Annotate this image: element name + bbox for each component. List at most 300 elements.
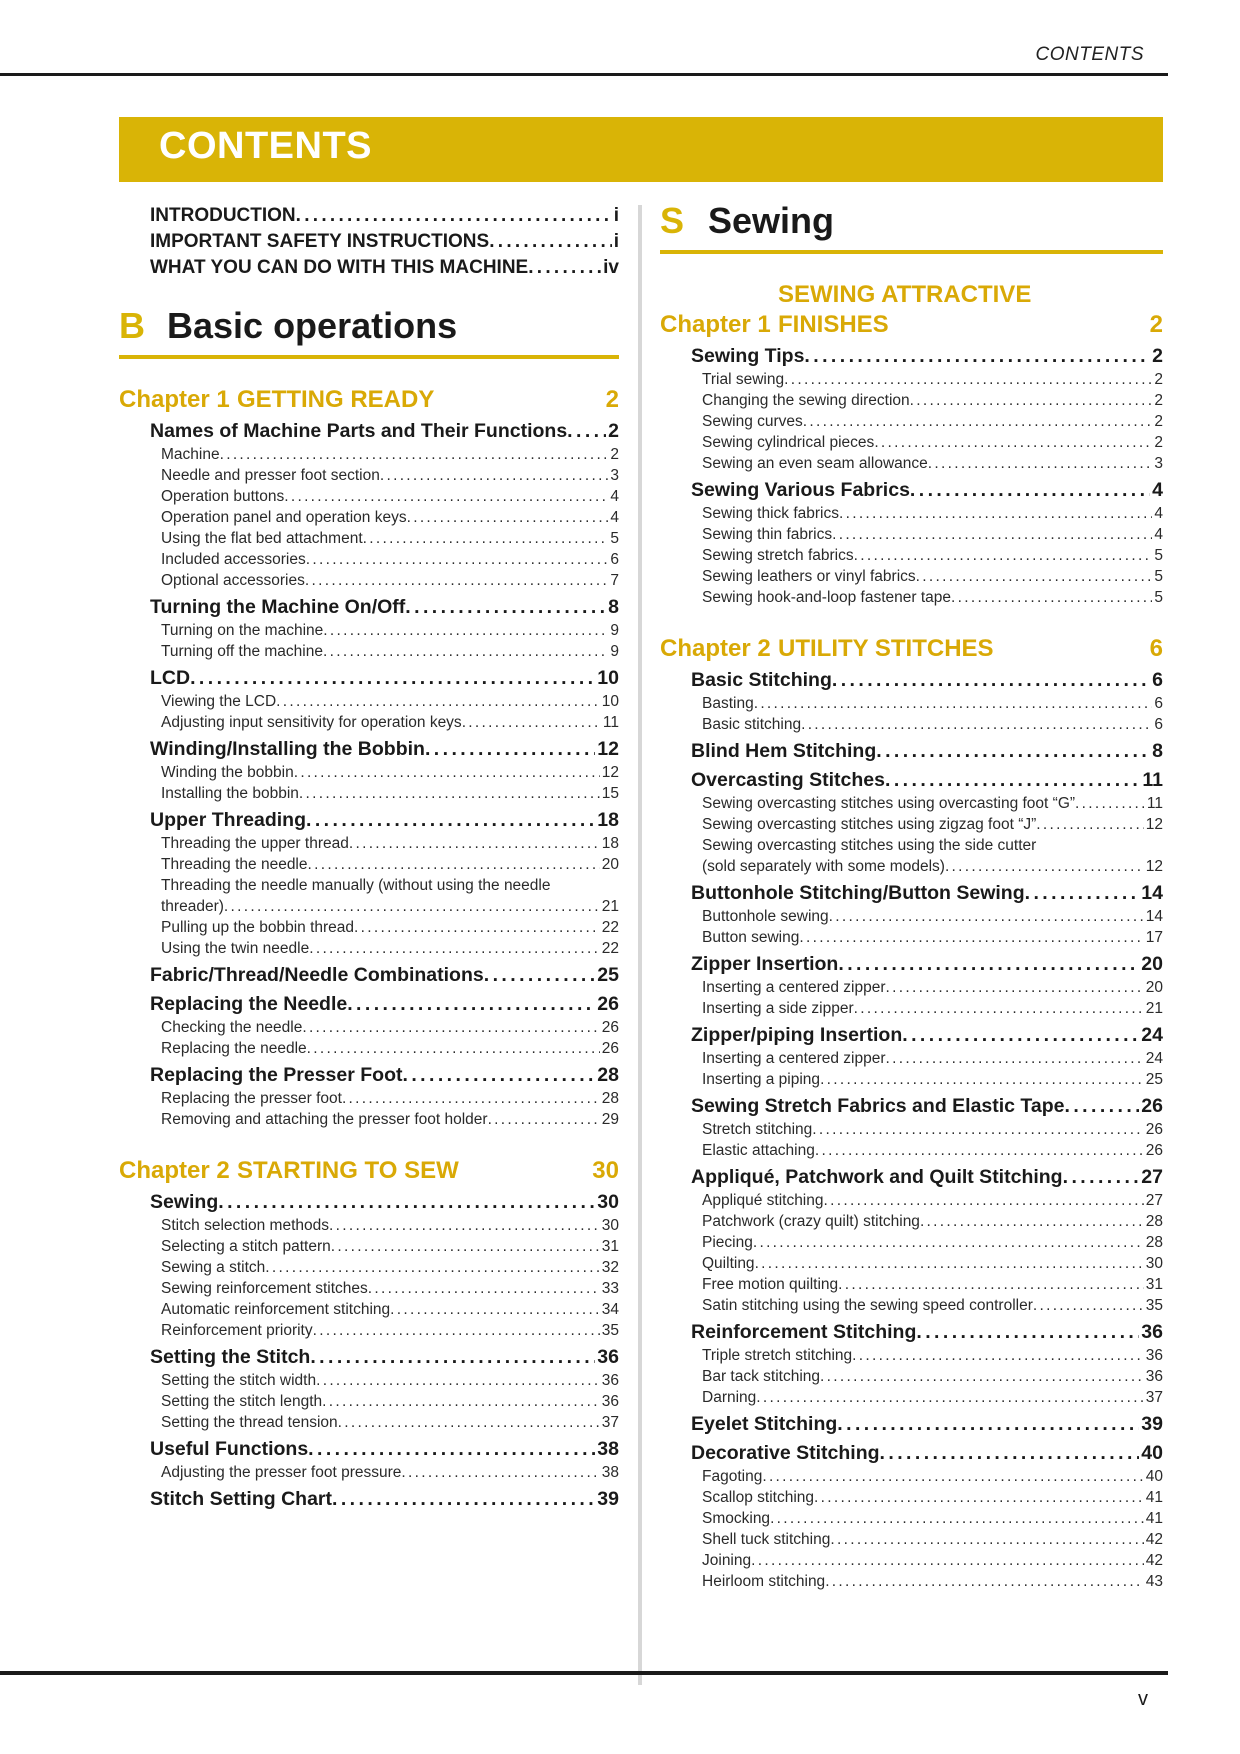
leader-dots (876, 738, 1150, 764)
toc-section[interactable] (119, 665, 619, 691)
toc-item[interactable] (660, 432, 1163, 453)
toc-item-label: Patchwork (crazy quilt) stitching (702, 1213, 920, 1230)
toc-item[interactable] (119, 938, 619, 959)
toc-item-label: Sewing an even seam allowance (702, 455, 928, 472)
leader-dots (815, 1140, 1144, 1161)
toc-item-label: Checking the needle (161, 1019, 303, 1036)
toc-item[interactable] (660, 906, 1163, 927)
toc-item-page: 40 (1145, 1468, 1163, 1485)
toc-section-page: 11 (1142, 769, 1163, 791)
leader-dots (218, 1189, 595, 1215)
toc-item[interactable] (660, 503, 1163, 524)
toc-item[interactable] (660, 566, 1163, 587)
toc-item-page: 30 (1145, 1255, 1163, 1272)
toc-item[interactable] (119, 507, 619, 528)
toc-item-label: Winding the bobbin (161, 764, 294, 781)
toc-section-page: 6 (1152, 669, 1163, 691)
toc-item[interactable] (660, 1345, 1163, 1366)
toc-item-page: 36 (601, 1393, 619, 1410)
toc-item[interactable] (119, 712, 619, 733)
leader-dots (310, 1344, 595, 1370)
toc-item-page: 22 (601, 940, 619, 957)
toc-item[interactable] (660, 545, 1163, 566)
leader-dots (838, 951, 1139, 977)
toc-item[interactable] (660, 1466, 1163, 1487)
leader-dots (567, 418, 606, 444)
leader-dots (830, 1529, 1143, 1550)
toc-section-page: 8 (1152, 740, 1163, 762)
toc-item-page: 21 (1145, 1000, 1163, 1017)
toc-section-label: Replacing the Presser Foot (150, 1064, 403, 1086)
toc-item-label: Inserting a centered zipper (702, 1050, 886, 1067)
toc-section[interactable] (660, 951, 1163, 977)
toc-item-page: 2 (610, 446, 619, 463)
toc-section[interactable] (660, 667, 1163, 693)
toc-item-label: Bar tack stitching (702, 1368, 821, 1385)
toc-item-label: Included accessories (161, 551, 306, 568)
toc-item[interactable] (660, 793, 1163, 814)
toc-section[interactable] (660, 1164, 1163, 1190)
leader-dots (755, 1253, 1144, 1274)
toc-item-page: 4 (610, 488, 619, 505)
toc-item-label: Needle and presser foot section (161, 467, 380, 484)
bottom-rule (0, 1671, 1168, 1675)
toc-item-label: Smocking (702, 1510, 771, 1527)
toc-section-label: Sewing Various Fabrics (691, 479, 910, 501)
toc-section-label: Useful Functions (150, 1438, 309, 1460)
toc-section-label: Eyelet Stitching (691, 1413, 838, 1435)
toc-section-label: Stitch Setting Chart (150, 1488, 333, 1510)
toc-item-label: Operation buttons (161, 488, 285, 505)
leader-dots (1065, 1093, 1140, 1119)
toc-item-page: 3 (1154, 455, 1163, 472)
toc-section-label: Appliqué, Patchwork and Quilt Stitching (691, 1166, 1063, 1188)
leader-dots (874, 432, 1152, 453)
toc-item[interactable] (119, 641, 619, 662)
leader-dots (916, 566, 1153, 587)
toc-section-page: 2 (1152, 345, 1163, 367)
toc-item-label: Sewing overcasting stitches using overcasting foot “G” (702, 795, 1076, 812)
toc-item[interactable] (119, 762, 619, 783)
toc-item-label-cont: (sold separately with some models) (702, 858, 945, 875)
toc-item-label: Joining (702, 1552, 752, 1569)
toc-item-label: Quilting (702, 1255, 755, 1272)
leader-dots (910, 390, 1153, 411)
leader-dots (1025, 880, 1140, 906)
toc-section[interactable] (660, 1319, 1163, 1345)
toc-item[interactable] (660, 1211, 1163, 1232)
toc-item-page: 2 (1154, 371, 1163, 388)
toc-item-label: Stitch selection methods (161, 1217, 330, 1234)
toc-item-label: Operation panel and operation keys (161, 509, 407, 526)
toc-item[interactable] (119, 486, 619, 507)
toc-section-page: 30 (597, 1191, 619, 1213)
toc-section-page: 25 (597, 964, 619, 986)
leader-dots (814, 1487, 1144, 1508)
toc-item-page: 34 (601, 1301, 619, 1318)
toc-item-page: 9 (610, 643, 619, 660)
toc-item-label: Sewing curves (702, 413, 803, 430)
toc-section-page: 28 (597, 1064, 619, 1086)
toc-item-page: 20 (601, 856, 619, 873)
toc-item[interactable] (119, 1088, 619, 1109)
toc-item-page: 5 (610, 530, 619, 547)
toc-item-page: 31 (601, 1238, 619, 1255)
toc-item[interactable] (119, 875, 619, 917)
toc-item[interactable] (119, 783, 619, 804)
part-s-title: Sewing (708, 200, 835, 241)
toc-item-page: 26 (1145, 1142, 1163, 1159)
toc-entry-intro[interactable] (119, 203, 619, 229)
toc-item[interactable] (660, 1487, 1163, 1508)
leader-dots (338, 1412, 600, 1433)
toc-item-page: 11 (602, 714, 619, 731)
part-b-title: Basic operations (167, 305, 458, 346)
toc-section-label: Sewing (150, 1191, 219, 1213)
leader-dots (820, 1366, 1144, 1387)
leader-dots (407, 507, 609, 528)
toc-item[interactable] (660, 1119, 1163, 1140)
toc-item[interactable] (660, 1274, 1163, 1295)
toc-item[interactable] (119, 570, 619, 591)
leader-dots (484, 962, 596, 988)
leader-dots (832, 667, 1150, 693)
toc-item[interactable] (660, 1550, 1163, 1571)
toc-item-label: Sewing overcasting stitches using the side cutter (702, 837, 1037, 854)
toc-item-label: Darning (702, 1389, 757, 1406)
leader-dots (1036, 814, 1143, 835)
toc-section-label: Zipper Insertion (691, 953, 839, 975)
contents-banner (119, 117, 1163, 182)
toc-item-label: Adjusting the presser foot pressure (161, 1464, 402, 1481)
toc-item[interactable] (119, 620, 619, 641)
toc-item-page: 12 (601, 764, 619, 781)
toc-item-page: 25 (1145, 1071, 1163, 1088)
toc-item-label: Triple stretch stitching (702, 1347, 853, 1364)
toc-item-label: Sewing thin fabrics (702, 526, 833, 543)
leader-dots (885, 767, 1140, 793)
toc-section-page: 40 (1141, 1442, 1163, 1464)
toc-item-label: Threading the needle manually (without using the needle (161, 877, 551, 894)
toc-section-label: Turning the Machine On/Off (150, 596, 406, 618)
leader-dots (368, 1278, 600, 1299)
toc-entry-intro[interactable] (119, 229, 619, 255)
toc-section[interactable] (660, 880, 1163, 906)
leader-dots (190, 665, 595, 691)
toc-item-page: 28 (601, 1090, 619, 1107)
toc-item[interactable] (660, 411, 1163, 432)
leader-dots (488, 1109, 600, 1130)
toc-item[interactable] (660, 1295, 1163, 1316)
toc-item-label: Inserting a piping (702, 1071, 821, 1088)
part-b-letter: B (119, 305, 145, 346)
toc-section[interactable] (119, 1344, 619, 1370)
toc-section-page: 8 (608, 596, 619, 618)
toc-item-page: 24 (1145, 1050, 1163, 1067)
toc-section[interactable] (660, 1440, 1163, 1466)
leader-dots (824, 1190, 1144, 1211)
toc-item-page: 28 (1145, 1234, 1163, 1251)
chapter-number: Chapter 2 (119, 1157, 230, 1184)
column-divider (638, 205, 642, 1685)
toc-item-label: Inserting a centered zipper (702, 979, 886, 996)
toc-item-page: 37 (601, 1414, 619, 1431)
running-head: CONTENTS (1035, 44, 1144, 65)
toc-section-page: 26 (597, 993, 619, 1015)
toc-item[interactable] (119, 1278, 619, 1299)
toc-item[interactable] (660, 1571, 1163, 1592)
chapter-heading[interactable] (660, 280, 1163, 340)
leader-dots (910, 477, 1150, 503)
toc-item[interactable] (660, 1508, 1163, 1529)
toc-section-label: Replacing the Needle (150, 993, 348, 1015)
page-number: v (1138, 1688, 1148, 1710)
chapter-number: Chapter 1 (119, 386, 230, 413)
leader-dots (832, 524, 1152, 545)
leader-dots (302, 1017, 599, 1038)
toc-item-label: Reinforcement priority (161, 1322, 313, 1339)
leader-dots (405, 594, 606, 620)
toc-section[interactable] (119, 1486, 619, 1512)
toc-item[interactable] (660, 927, 1163, 948)
toc-item-page: 26 (1145, 1121, 1163, 1138)
toc-item-label: Stretch stitching (702, 1121, 813, 1138)
toc-item-label: Setting the stitch length (161, 1393, 323, 1410)
toc-item[interactable] (660, 1069, 1163, 1090)
toc-item-label: Shell tuck stitching (702, 1531, 831, 1548)
toc-section-page: 39 (597, 1488, 619, 1510)
leader-dots (390, 1299, 600, 1320)
leader-dots (425, 736, 595, 762)
leader-dots (309, 938, 600, 959)
leader-dots (829, 906, 1144, 927)
toc-item-page: 15 (601, 785, 619, 802)
leader-dots (380, 465, 609, 486)
leader-dots (928, 453, 1153, 474)
toc-item[interactable] (119, 1412, 619, 1433)
toc-item[interactable] (119, 465, 619, 486)
leader-dots (342, 1088, 600, 1109)
leader-dots (528, 255, 601, 281)
toc-item-label: Setting the stitch width (161, 1372, 317, 1389)
toc-section[interactable] (119, 1189, 619, 1215)
toc-item-label: Satin stitching using the sewing speed controller (702, 1297, 1033, 1314)
leader-dots (489, 229, 612, 255)
toc-section[interactable] (119, 1062, 619, 1088)
toc-section[interactable] (660, 767, 1163, 793)
toc-item[interactable] (119, 1299, 619, 1320)
chapter-page: 6 (1149, 635, 1163, 662)
toc-item[interactable] (660, 835, 1163, 877)
toc-item-page: 42 (1145, 1531, 1163, 1548)
toc-item[interactable] (119, 1391, 619, 1412)
toc-item[interactable] (660, 814, 1163, 835)
toc-section[interactable] (660, 1093, 1163, 1119)
leader-dots (306, 549, 609, 570)
toc-section[interactable] (119, 991, 619, 1017)
toc-item-label: Sewing a stitch (161, 1259, 266, 1276)
toc-item-page: 43 (1145, 1573, 1163, 1590)
toc-item-page: 27 (1145, 1192, 1163, 1209)
toc-item[interactable] (660, 524, 1163, 545)
toc-section[interactable] (119, 807, 619, 833)
chapter-heading[interactable] (119, 1156, 619, 1186)
leader-dots (812, 1119, 1143, 1140)
chapter-title: GETTING READY (237, 386, 435, 413)
toc-item[interactable] (660, 587, 1163, 608)
toc-item-label: Heirloom stitching (702, 1573, 826, 1590)
toc-item[interactable] (660, 453, 1163, 474)
toc-section[interactable] (119, 962, 619, 988)
leader-dots (308, 854, 600, 875)
leader-dots (308, 1436, 595, 1462)
toc-item[interactable] (119, 528, 619, 549)
leader-dots (1063, 1164, 1140, 1190)
chapter-number: Chapter 1 (660, 311, 771, 338)
toc-item-label: Basic stitching (702, 716, 802, 733)
toc-entry-intro-label: INTRODUCTION (150, 205, 296, 226)
toc-item-label: Using the flat bed attachment (161, 530, 363, 547)
toc-section[interactable] (660, 343, 1163, 369)
toc-item[interactable] (660, 1232, 1163, 1253)
part-b-heading (119, 305, 619, 359)
toc-entry-intro-label: WHAT YOU CAN DO WITH THIS MACHINE (150, 257, 529, 278)
toc-item[interactable] (660, 1048, 1163, 1069)
toc-item[interactable] (119, 854, 619, 875)
toc-item[interactable] (660, 1253, 1163, 1274)
toc-item[interactable] (119, 1462, 619, 1483)
toc-item[interactable] (119, 549, 619, 570)
leader-dots (854, 998, 1144, 1019)
leader-dots (852, 1345, 1144, 1366)
toc-entry-intro[interactable] (119, 255, 619, 281)
toc-item[interactable] (119, 691, 619, 712)
toc-section-page: 38 (597, 1438, 619, 1460)
toc-item[interactable] (660, 369, 1163, 390)
leader-dots (1075, 793, 1145, 814)
leader-dots (401, 1462, 599, 1483)
toc-item[interactable] (660, 998, 1163, 1019)
toc-item[interactable] (660, 1140, 1163, 1161)
toc-item-label: Sewing leathers or vinyl fabrics (702, 568, 916, 585)
toc-item-page: 9 (610, 622, 619, 639)
toc-section[interactable] (119, 1436, 619, 1462)
toc-item-label-cont: threader) (161, 898, 224, 915)
toc-item-label: Sewing thick fabrics (702, 505, 839, 522)
toc-item[interactable] (660, 390, 1163, 411)
toc-item[interactable] (119, 444, 619, 465)
toc-section[interactable] (119, 418, 619, 444)
toc-item[interactable] (660, 693, 1163, 714)
toc-item[interactable] (119, 1215, 619, 1236)
toc-section[interactable] (660, 1022, 1163, 1048)
toc-section-page: 36 (597, 1346, 619, 1368)
toc-item[interactable] (660, 714, 1163, 735)
toc-item[interactable] (119, 917, 619, 938)
toc-item-page: 4 (1154, 526, 1163, 543)
toc-item-page: 28 (1145, 1213, 1163, 1230)
toc-section[interactable] (660, 477, 1163, 503)
toc-item-label: Inserting a side zipper (702, 1000, 854, 1017)
leader-dots (313, 1320, 600, 1341)
toc-item-page: 33 (601, 1280, 619, 1297)
toc-item[interactable] (119, 1236, 619, 1257)
toc-item-page: 3 (610, 467, 619, 484)
toc-item-label: Elastic attaching (702, 1142, 815, 1159)
toc-item-page: 38 (601, 1464, 619, 1481)
leader-dots (296, 203, 612, 229)
toc-item-page: 4 (1154, 505, 1163, 522)
toc-item[interactable] (660, 977, 1163, 998)
toc-item-page: 7 (610, 572, 619, 589)
toc-item[interactable] (119, 1370, 619, 1391)
toc-section-label: Sewing Tips (691, 345, 805, 367)
toc-item[interactable] (119, 833, 619, 854)
leader-dots (265, 1257, 600, 1278)
toc-section-label: Basic Stitching (691, 669, 832, 691)
toc-item-label: Automatic reinforcement stitching (161, 1301, 391, 1318)
toc-section[interactable] (119, 594, 619, 620)
toc-item[interactable] (119, 1017, 619, 1038)
toc-item-label: Viewing the LCD (161, 693, 277, 710)
leader-dots (799, 927, 1143, 948)
toc-item-label: Using the twin needle (161, 940, 310, 957)
toc-item-label: Machine (161, 446, 220, 463)
chapter-heading[interactable] (660, 634, 1163, 664)
toc-item[interactable] (660, 1366, 1163, 1387)
toc-item-page: 2 (1154, 392, 1163, 409)
leader-dots (1033, 1295, 1144, 1316)
leader-dots (803, 411, 1153, 432)
toc-item-label: Sewing reinforcement stitches (161, 1280, 368, 1297)
leader-dots (880, 1440, 1140, 1466)
toc-section-page: 14 (1141, 882, 1163, 904)
toc-item-label: Selecting a stitch pattern (161, 1238, 331, 1255)
toc-item-label: Optional accessories (161, 572, 305, 589)
toc-item-label: Replacing the needle (161, 1040, 307, 1057)
part-s-heading (660, 200, 1163, 254)
chapter-heading[interactable] (119, 385, 619, 415)
toc-section[interactable] (660, 738, 1163, 764)
leader-dots (886, 1048, 1144, 1069)
leader-dots (804, 343, 1150, 369)
leader-dots (363, 528, 609, 549)
toc-item[interactable] (660, 1190, 1163, 1211)
toc-entry-intro-label: IMPORTANT SAFETY INSTRUCTIONS (150, 231, 490, 252)
toc-item[interactable] (119, 1257, 619, 1278)
leader-dots (837, 1411, 1139, 1437)
toc-entry-intro-page: i (613, 231, 619, 252)
toc-section[interactable] (119, 736, 619, 762)
leader-dots (402, 1062, 595, 1088)
leader-dots (329, 1215, 600, 1236)
toc-item-label: Fagoting (702, 1468, 763, 1485)
toc-item[interactable] (119, 1320, 619, 1341)
leader-dots (299, 783, 600, 804)
leader-dots (770, 1508, 1144, 1529)
toc-item[interactable] (119, 1038, 619, 1059)
toc-section-label: LCD (150, 667, 191, 689)
toc-item-page: 6 (1154, 716, 1163, 733)
toc-item-page: 32 (601, 1259, 619, 1276)
toc-section[interactable] (660, 1411, 1163, 1437)
toc-item[interactable] (660, 1529, 1163, 1550)
toc-item[interactable] (119, 1109, 619, 1130)
toc-item[interactable] (660, 1387, 1163, 1408)
toc-item-line2 (161, 896, 619, 917)
chapter-title: UTILITY STITCHES (778, 635, 994, 662)
leader-dots (801, 714, 1152, 735)
